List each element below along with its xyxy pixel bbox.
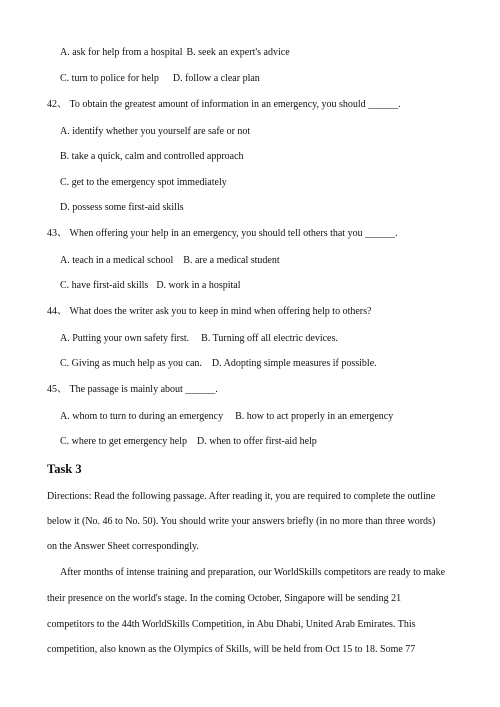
q42-option-b: B. take a quick, calm and controlled approach: [60, 151, 244, 162]
q41-options-row-1: [60, 47, 290, 59]
q45-stem: 45、 The passage is mainly about ______.: [47, 384, 218, 395]
q44-option-c: C. Giving as much help as you can.: [60, 358, 202, 369]
task3-directions-line-1: Directions: Read the following passage. After reading it, you are required to complete the outline: [47, 491, 436, 502]
q43-stem: 43、 When offering your help in an emergency, you should tell others that you ______.: [47, 228, 398, 239]
q42-option-d: D. possess some first-aid skills: [60, 202, 184, 213]
task3-passage-line-2: their presence on the world's stage. In the coming October, Singapore will be sending 21: [47, 593, 402, 604]
q45-option-c: C. where to get emergency help: [60, 436, 187, 447]
task3-passage-line-1: After months of intense training and preparation, our WorldSkills competitors are ready to make: [60, 567, 446, 578]
q42-stem: 42、 To obtain the greatest amount of information in an emergency, you should ______.: [47, 99, 401, 110]
q45-options-row-1: [60, 411, 393, 423]
q43-options-row-2: [60, 280, 240, 292]
task3-passage-line-3: competitors to the 44th WorldSkills Competition, in Abu Dhabi, United Arab Emirates. This: [47, 619, 416, 630]
q43-option-a: A. teach in a medical school: [60, 255, 174, 266]
q44-options-row-2: [60, 358, 377, 370]
task3-directions-line-2: below it (No. 46 to No. 50). You should write your answers briefly (in no more than three words): [47, 516, 436, 527]
q45-options-row-2: [60, 436, 317, 448]
q44-options-row-1: [60, 333, 338, 345]
q41-option-d: D. follow a clear plan: [172, 73, 260, 84]
q43-option-d: D. work in a hospital: [156, 280, 241, 291]
q45-option-a: A. whom to turn to during an emergency: [60, 411, 224, 422]
q41-option-b: B. seek an expert's advice: [186, 47, 290, 58]
q44-stem: 44、 What does the writer ask you to keep in mind when offering help to others?: [47, 306, 372, 317]
q44-option-b: B. Turning off all electric devices.: [201, 333, 338, 344]
q41-options-row-2: [60, 73, 260, 85]
task3-directions-line-3: on the Answer Sheet correspondingly.: [47, 541, 199, 552]
q42-option-c: C. get to the emergency spot immediately: [60, 177, 227, 188]
q41-option-a: A. ask for help from a hospital: [60, 47, 183, 58]
q43-option-c: C. have first-aid skills: [60, 280, 149, 291]
task3-passage-line-4: competition, also known as the Olympics of Skills, will be held from Oct 15 to 18. Some 77: [47, 644, 416, 655]
q45-option-d: D. when to offer first-aid help: [197, 436, 317, 447]
q43-options-row-1: [60, 255, 280, 267]
q43-option-b: B. are a medical student: [183, 255, 280, 266]
q44-option-a: A. Putting your own safety first.: [60, 333, 190, 344]
q44-option-d: D. Adopting simple measures if possible.: [211, 358, 377, 369]
task3-heading: Task 3: [47, 462, 82, 476]
q42-option-a: A. identify whether you yourself are safe or not: [60, 126, 251, 137]
q41-option-c: C. turn to police for help: [60, 73, 159, 84]
q45-option-b: B. how to act properly in an emergency: [235, 411, 394, 422]
